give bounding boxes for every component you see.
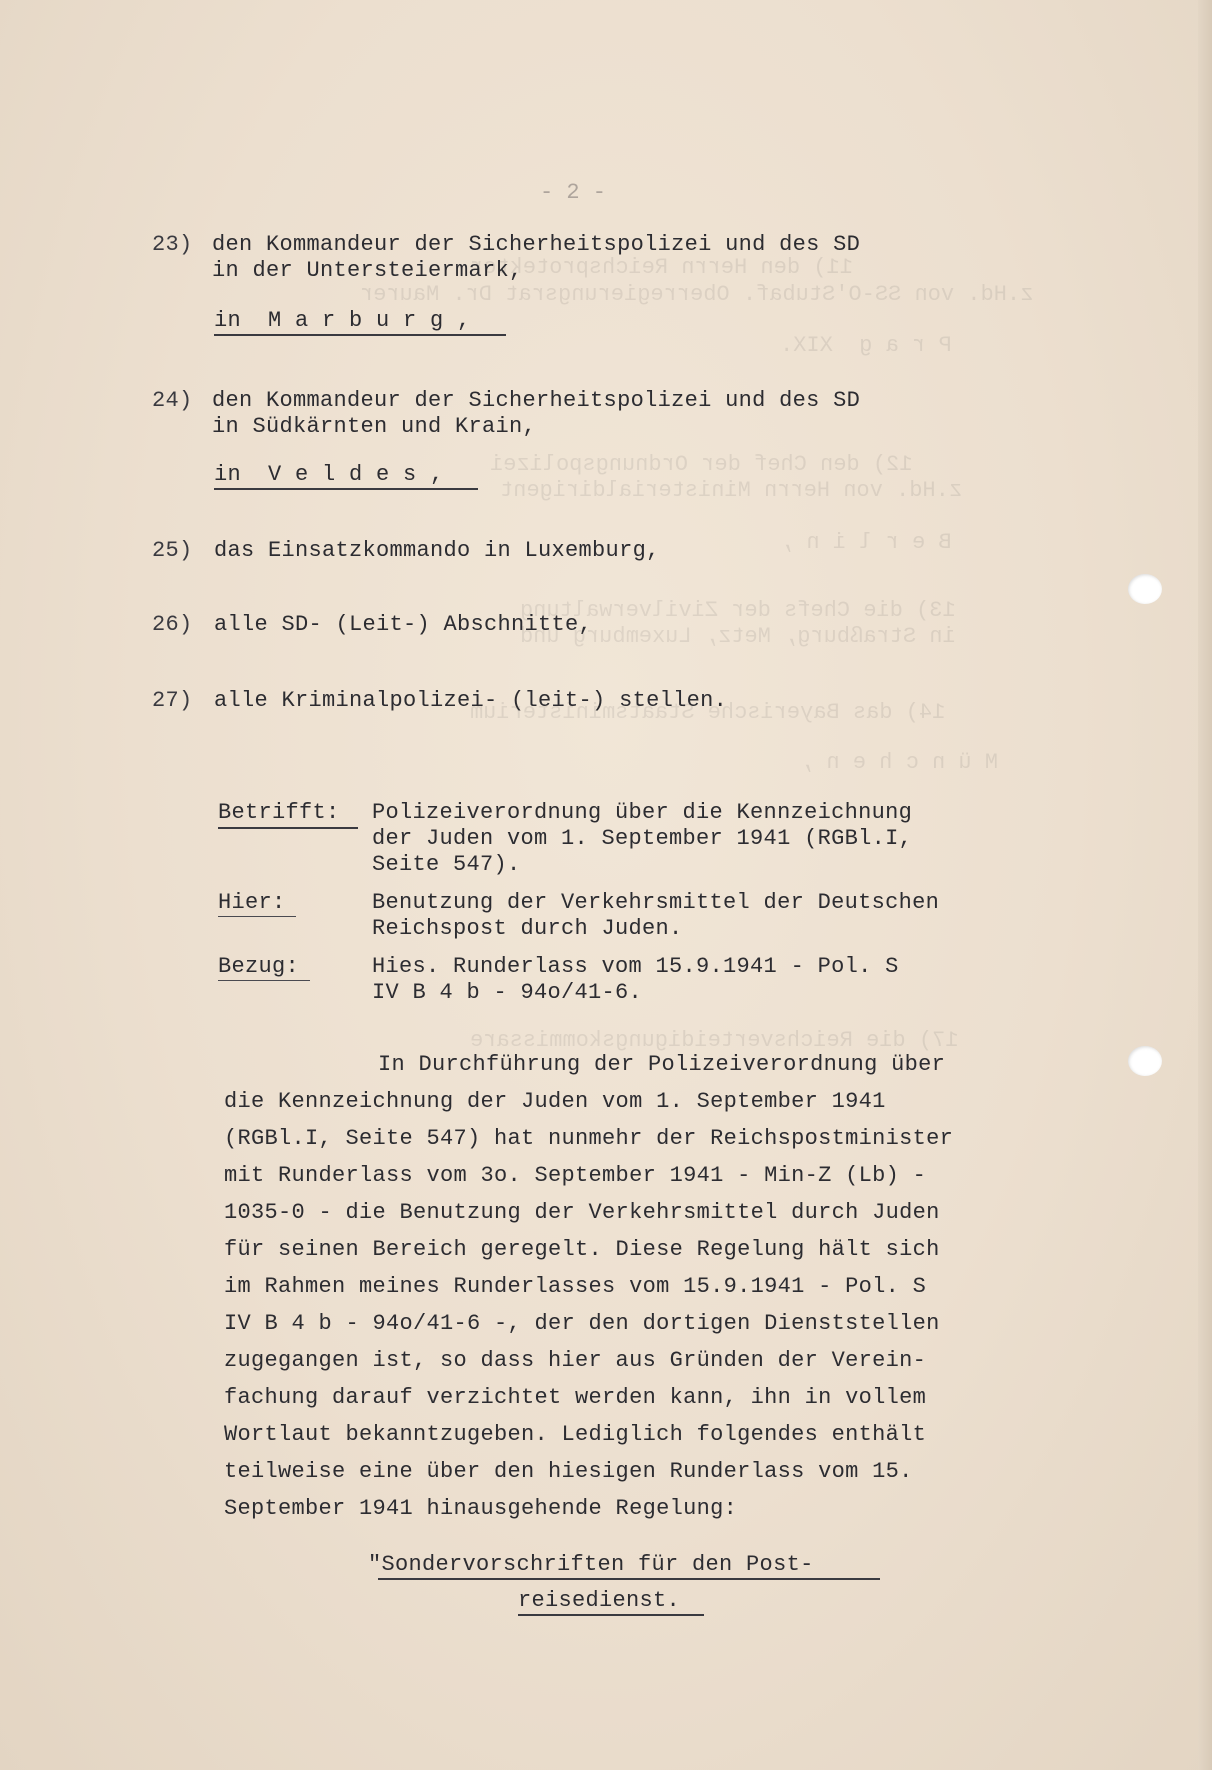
body-line: September 1941 hinausgehende Regelung: bbox=[224, 1496, 738, 1521]
body-line: (RGBl.I, Seite 547) hat nunmehr der Reichspostminister bbox=[224, 1126, 954, 1151]
recipient-line: in Südkärnten und Krain, bbox=[212, 414, 537, 439]
item-number: 26) bbox=[152, 612, 193, 637]
paper-edge bbox=[1198, 0, 1212, 1770]
recipient-line: den Kommandeur der Sicherheitspolizei und des SD bbox=[212, 232, 861, 257]
heading-underline bbox=[518, 1614, 704, 1616]
recipient-line: alle Kriminalpolizei- (leit-) stellen. bbox=[214, 688, 728, 713]
subject-line: der Juden vom 1. September 1941 (RGBl.I, bbox=[372, 826, 913, 851]
section-heading: "Sondervorschriften für den Post- bbox=[368, 1552, 814, 1577]
recipient-line: alle SD- (Leit-) Abschnitte, bbox=[214, 612, 593, 637]
recipient-line: den Kommandeur der Sicherheitspolizei und des SD bbox=[212, 388, 861, 413]
bleed-line: 17) die Reichsverteidigungskommissare bbox=[470, 1028, 959, 1053]
recipient-place: in V e l d e s , bbox=[214, 462, 444, 487]
body-line: teilweise eine über den hiesigen Runderlass vom 15. bbox=[224, 1459, 913, 1484]
subject-line: IV B 4 b - 94o/41-6. bbox=[372, 980, 643, 1005]
recipient-line: in der Untersteiermark, bbox=[212, 258, 523, 283]
body-line: fachung darauf verzichtet werden kann, ihn in vollem bbox=[224, 1385, 927, 1410]
bleed-line: 13) die Chefs der Zivilverwaltung bbox=[520, 598, 956, 623]
bezug-label: Bezug: bbox=[218, 954, 300, 979]
body-line: IV B 4 b - 94o/41-6 -, der den dortigen Dienststellen bbox=[224, 1311, 940, 1336]
bleed-line: 11) den Herrn Reichsprotektor bbox=[470, 255, 853, 280]
bleed-line: M ü n c h e n , bbox=[800, 750, 999, 775]
punch-hole-upper bbox=[1128, 574, 1162, 604]
body-line: mit Runderlass vom 3o. September 1941 - Min-Z (Lb) - bbox=[224, 1163, 927, 1188]
bleed-line: z.Hd. von SS-O'Stubaf. Oberregierungsrat Dr. Maurer bbox=[360, 282, 1034, 307]
subject-line: Benutzung der Verkehrsmittel der Deutschen bbox=[372, 890, 940, 915]
item-number: 25) bbox=[152, 538, 193, 563]
subject-line: Polizeiverordnung über die Kennzeichnung bbox=[372, 800, 913, 825]
bleed-line: in Straßburg, Metz, Luxemburg und bbox=[520, 624, 956, 649]
hier-label: Hier: bbox=[218, 890, 286, 915]
recipient-line: das Einsatzkommando in Luxemburg, bbox=[214, 538, 660, 563]
label-underline bbox=[218, 827, 358, 829]
item-number: 23) bbox=[152, 232, 193, 257]
bleed-line: P r a g XIX. bbox=[780, 333, 952, 358]
place-underline bbox=[214, 334, 506, 336]
heading-underline bbox=[378, 1578, 880, 1580]
bleed-line: z.Hd. von Herrn Ministerialdirigent bbox=[500, 478, 963, 503]
item-number: 27) bbox=[152, 688, 193, 713]
item-number: 24) bbox=[152, 388, 193, 413]
body-line: zugegangen ist, so dass hier aus Gründen der Verein- bbox=[224, 1348, 927, 1373]
subject-line: Hies. Runderlass vom 15.9.1941 - Pol. S bbox=[372, 954, 899, 979]
body-line: im Rahmen meines Runderlasses vom 15.9.1941 - Pol. S bbox=[224, 1274, 927, 1299]
page-number: - 2 - bbox=[540, 180, 607, 205]
label-underline bbox=[218, 980, 310, 981]
body-line: für seinen Bereich geregelt. Diese Regelung hält sich bbox=[224, 1237, 940, 1262]
recipient-place: in M a r b u r g , bbox=[214, 308, 471, 333]
body-line: die Kennzeichnung der Juden vom 1. September 1941 bbox=[224, 1089, 886, 1114]
label-underline bbox=[218, 916, 296, 917]
betrifft-label: Betrifft: bbox=[218, 800, 340, 825]
bleed-line: 12) den Chef der Ordnungspolizei bbox=[490, 452, 913, 477]
body-line: Wortlaut bekanntzugeben. Lediglich folgendes enthält bbox=[224, 1422, 927, 1447]
bleed-line: B e r l i n , bbox=[780, 530, 952, 555]
subject-line: Seite 547). bbox=[372, 852, 521, 877]
bleed-line: 14) das Bayerische Staatsministerium bbox=[470, 700, 946, 725]
place-underline bbox=[214, 488, 478, 490]
body-line: 1035-0 - die Benutzung der Verkehrsmittel durch Juden bbox=[224, 1200, 940, 1225]
section-heading: reisedienst. bbox=[518, 1588, 681, 1613]
punch-hole-lower bbox=[1128, 1046, 1162, 1076]
body-line: In Durchführung der Polizeiverordnung über bbox=[378, 1052, 946, 1077]
subject-line: Reichspost durch Juden. bbox=[372, 916, 683, 941]
